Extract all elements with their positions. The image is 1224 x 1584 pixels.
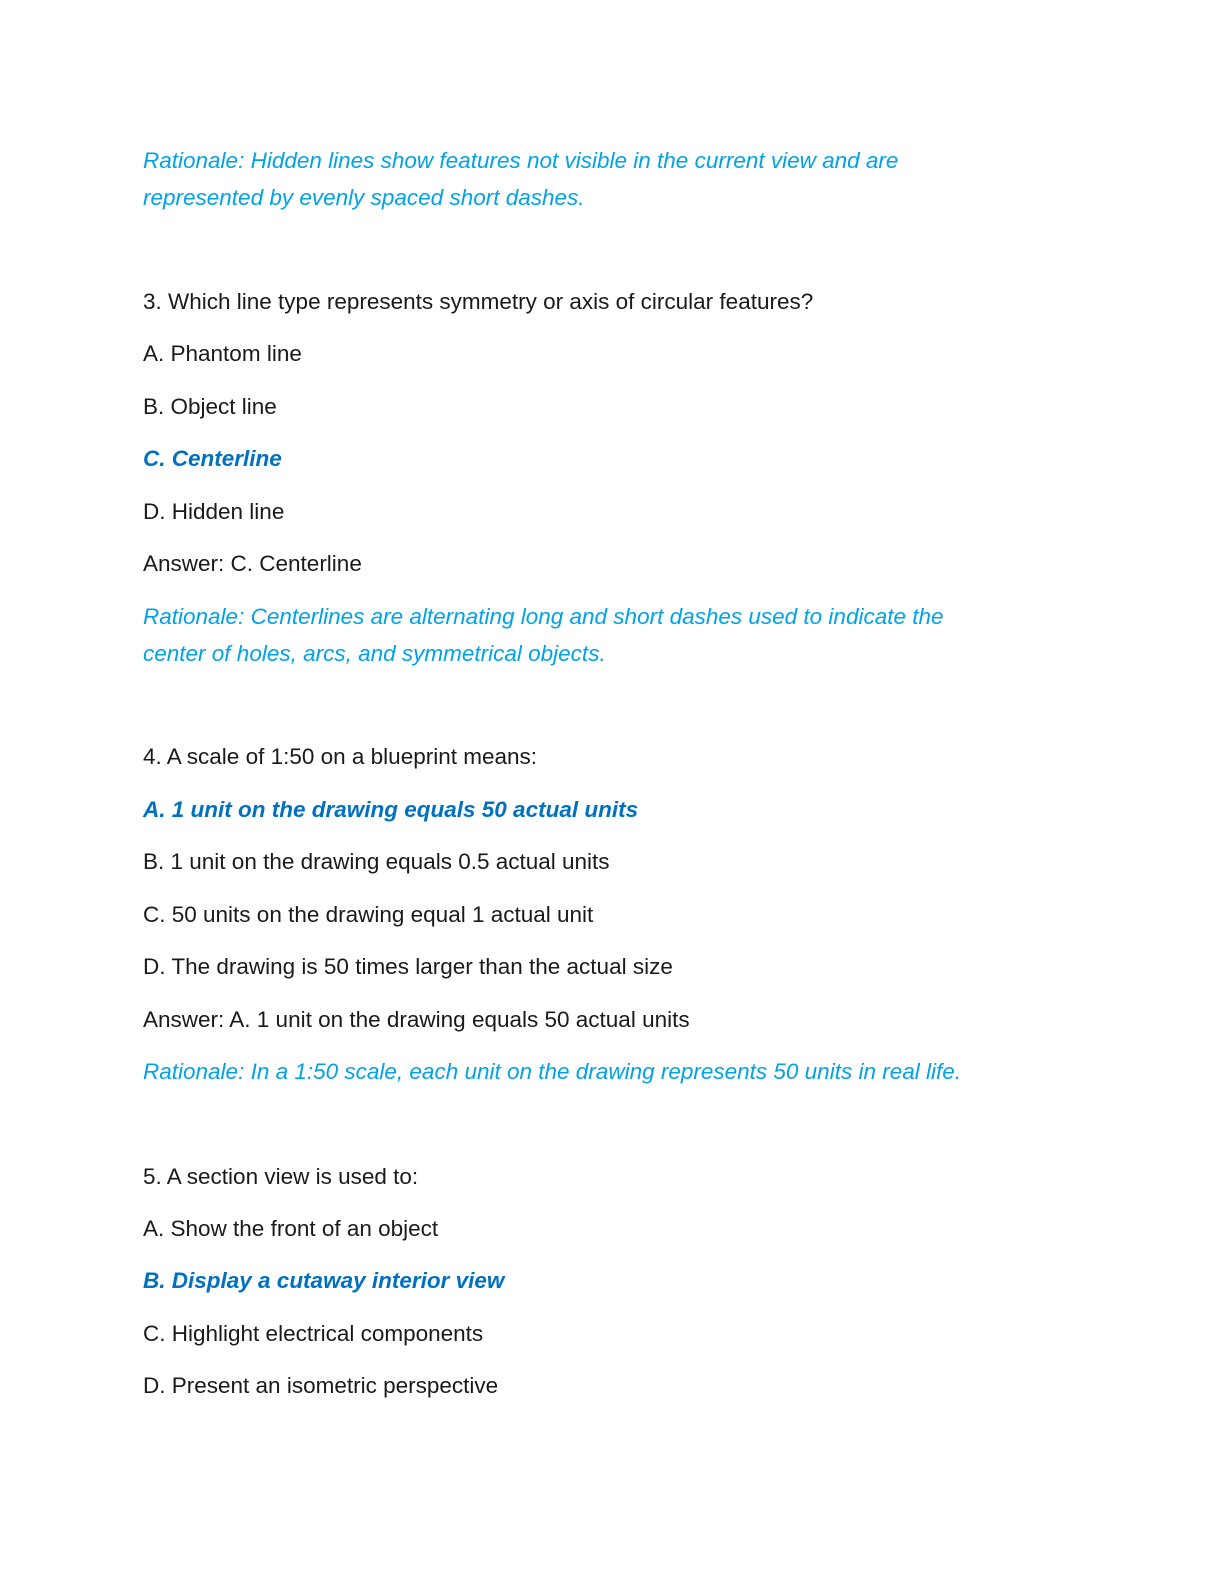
q4-question: 4. A scale of 1:50 on a blueprint means: — [143, 744, 538, 769]
q3-option-d: D. Hidden line — [143, 499, 285, 524]
q3-question: 3. Which line type represents symmetry or axis of circular features? — [143, 289, 814, 314]
q5-option-a: A. Show the front of an object — [143, 1216, 439, 1241]
q4-option-d: D. The drawing is 50 times larger than the actual size — [143, 954, 673, 979]
q5-option-c: C. Highlight electrical components — [143, 1321, 484, 1346]
q5-question: 5. A section view is used to: — [143, 1164, 419, 1189]
q4-answer: Answer: A. 1 unit on the drawing equals 50 actual units — [143, 1007, 690, 1032]
q4-option-c: C. 50 units on the drawing equal 1 actual unit — [143, 902, 594, 927]
q4-rationale: Rationale: In a 1:50 scale, each unit on the drawing represents 50 units in real life. — [143, 1059, 961, 1084]
q5-option-b-correct: B. Display a cutaway interior view — [143, 1268, 505, 1293]
q3-rationale-line-1: Rationale: Centerlines are alternating long and short dashes used to indicate the — [143, 604, 944, 629]
q4-option-b: B. 1 unit on the drawing equals 0.5 actual units — [143, 849, 610, 874]
q3-answer: Answer: C. Centerline — [143, 551, 362, 576]
q4-option-a-correct: A. 1 unit on the drawing equals 50 actual units — [143, 797, 639, 822]
q2-rationale-line-2: represented by evenly spaced short dashes. — [143, 185, 585, 210]
q5-option-d: D. Present an isometric perspective — [143, 1373, 499, 1398]
q2-rationale-line-1: Rationale: Hidden lines show features not visible in the current view and are — [143, 148, 899, 173]
q3-option-a: A. Phantom line — [143, 341, 302, 366]
q3-option-b: B. Object line — [143, 394, 277, 419]
q3-option-c-correct: C. Centerline — [143, 446, 282, 471]
q3-rationale-line-2: center of holes, arcs, and symmetrical objects. — [143, 641, 606, 666]
